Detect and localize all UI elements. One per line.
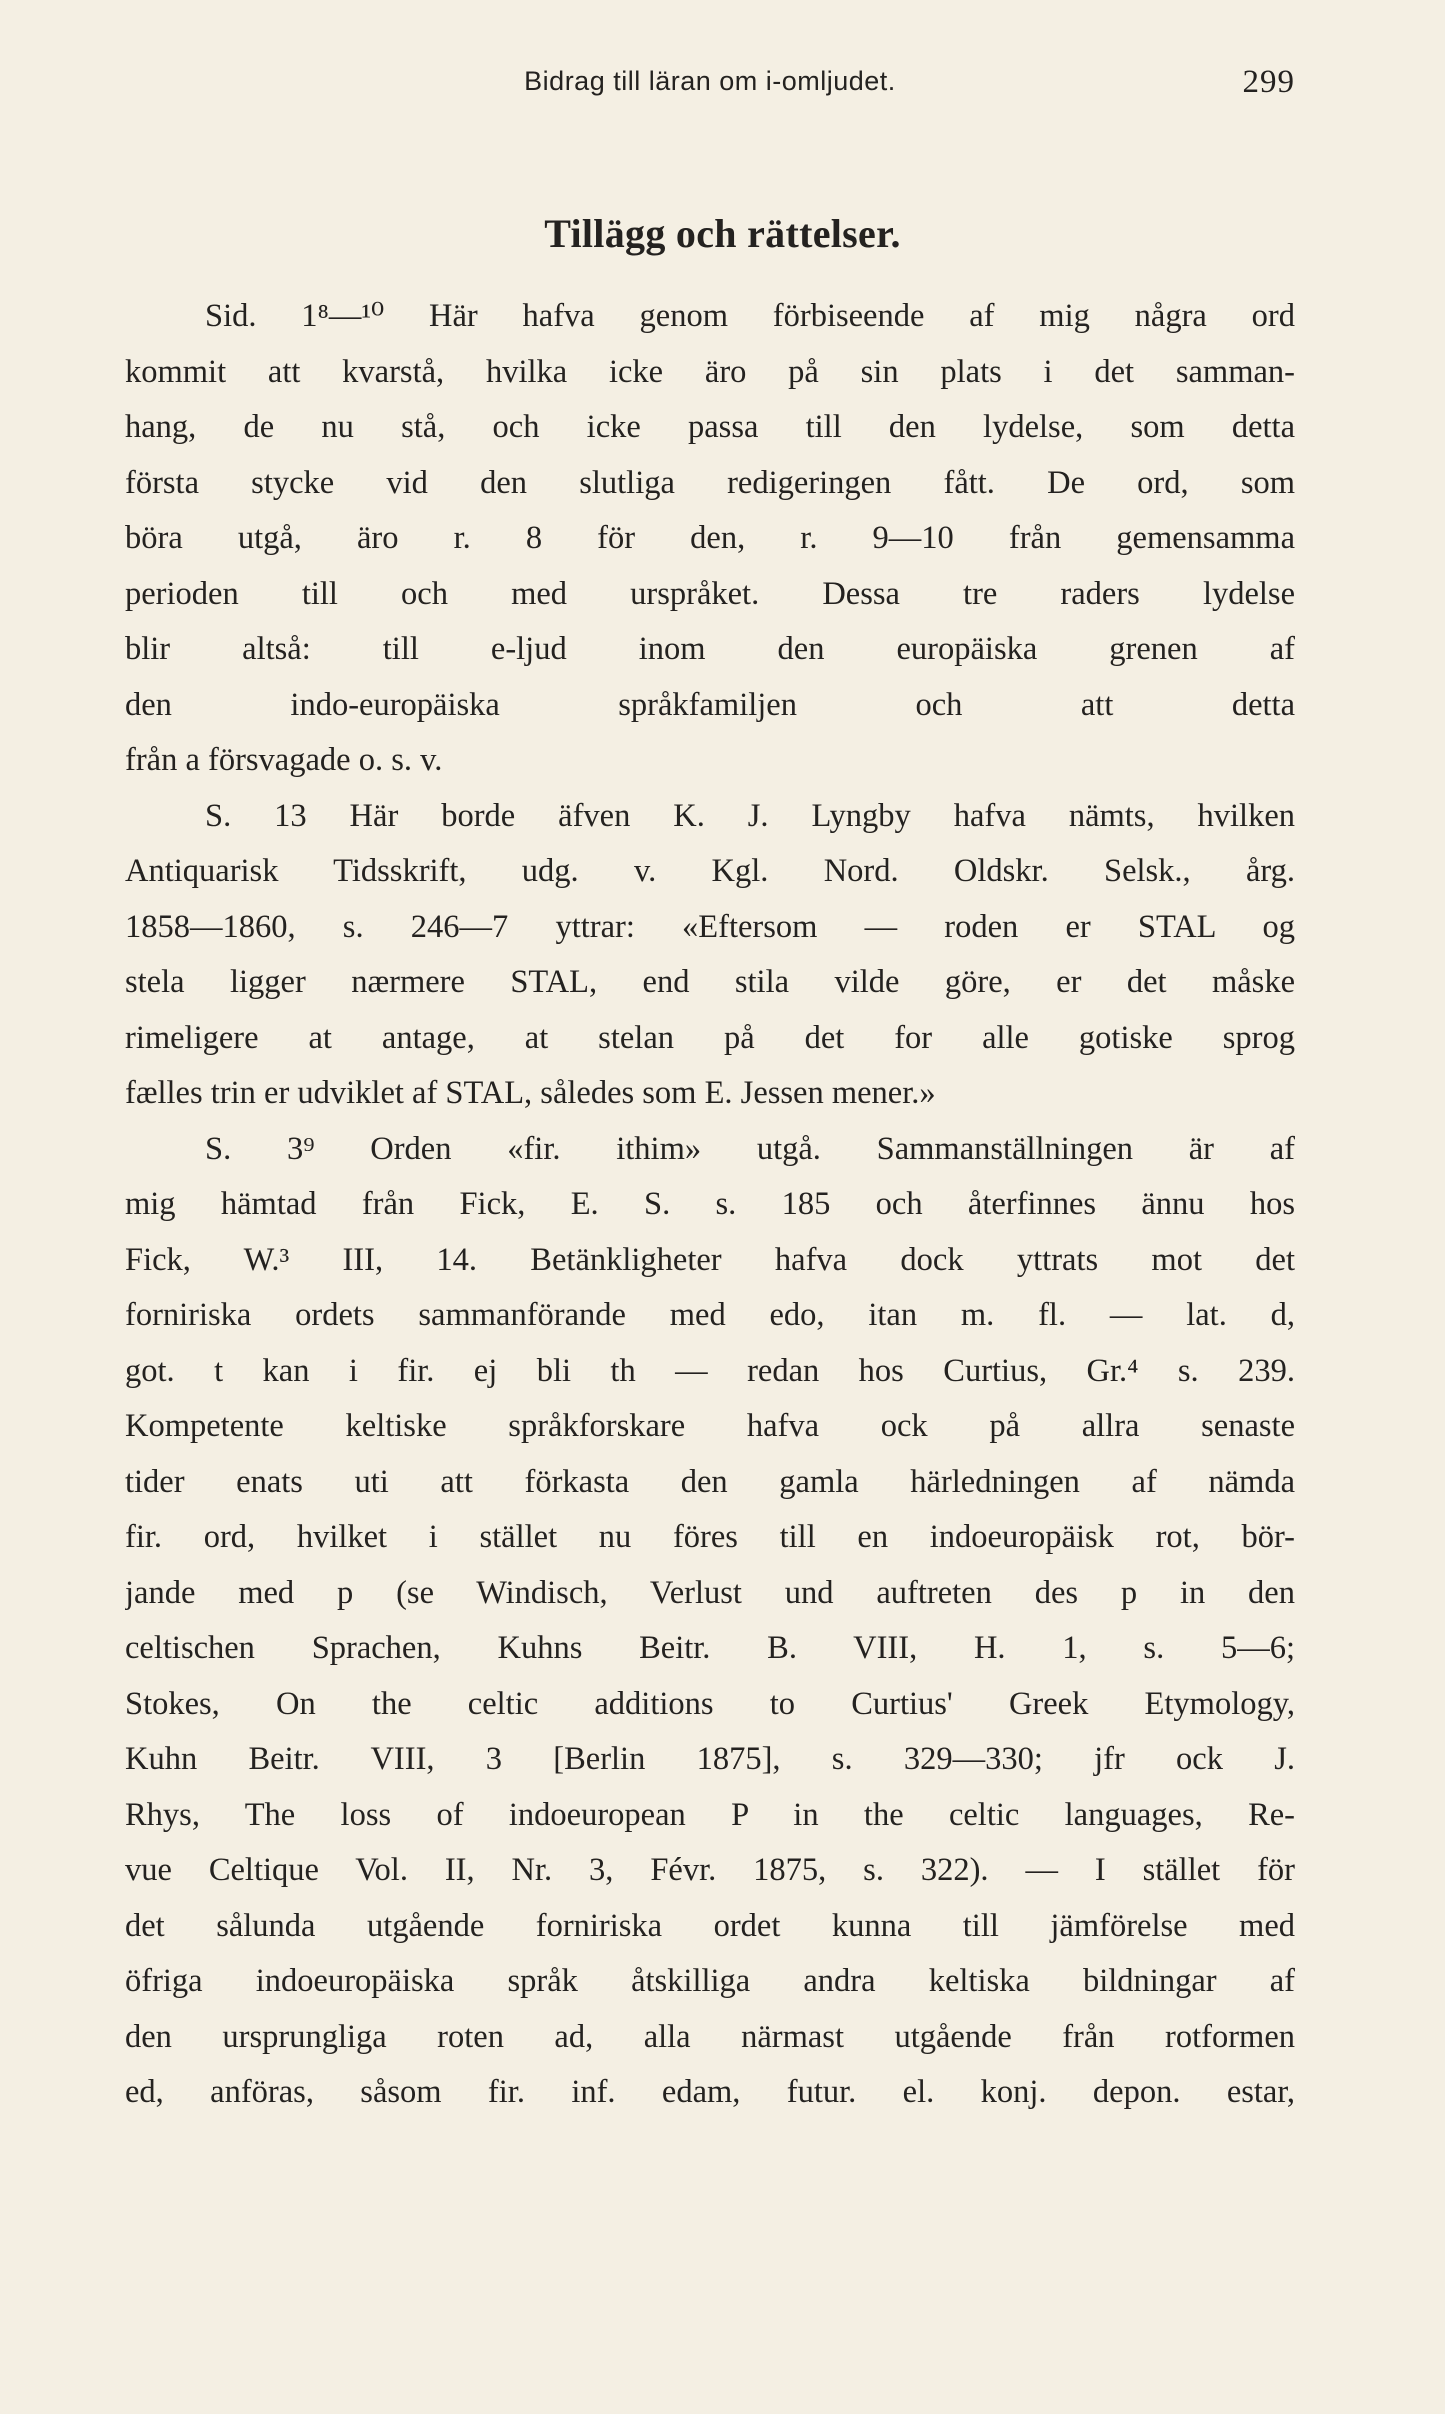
text-line: Fick, W.³ III, 14. Betänkligheter hafva dock yttrats mot det — [125, 1241, 1295, 1278]
text-line: fir. ord, hvilket i stället nu föres till en indoeuropäisk rot, bör- — [125, 1519, 1295, 1555]
text-line: S. 3⁹ Orden «fir. ithim» utgå. Sammanställningen är af — [205, 1130, 1295, 1167]
text-line: Kompetente keltiske språkforskare hafva ock på allra senaste — [125, 1408, 1295, 1444]
text-line: från a försvagade o. s. v. — [125, 742, 443, 778]
running-head — [125, 66, 1295, 116]
text-line: första stycke vid den slutliga redigeringen fått. De ord, som — [125, 464, 1295, 501]
text-line: hang, de nu stå, och icke passa till den lydelse, som detta — [125, 409, 1295, 445]
text-line: öfriga indoeuropäiska språk åtskilliga andra keltiska bildningar af — [125, 1963, 1295, 1999]
text-line: blir altså: till e-ljud inom den europäiska grenen af — [125, 631, 1295, 667]
text-line: S. 13 Här borde äfven K. J. Lyngby hafva nämts, hvilken — [205, 797, 1295, 834]
text-line: perioden till och med urspråket. Dessa tre raders lydelse — [125, 575, 1295, 612]
running-head-title: Bidrag till läran om i-omljudet. — [524, 66, 896, 96]
text-line: forniriska ordets sammanförande med edo, itan m. fl. — lat. d, — [125, 1297, 1295, 1333]
text-line: Sid. 1⁸—¹⁰ Här hafva genom förbiseende af mig några ord — [205, 298, 1295, 334]
section-heading: Tillägg och rättelser. — [544, 211, 901, 256]
text-line: celtischen Sprachen, Kuhns Beitr. B. VIII, H. 1, s. 5—6; — [125, 1630, 1295, 1666]
text-line: 1858—1860, s. 246—7 yttrar: «Eftersom — roden er STAL og — [125, 908, 1295, 945]
text-line: Stokes, On the celtic additions to Curtius' Greek Etymology, — [125, 1685, 1295, 1722]
text-line: ed, anföras, såsom fir. inf. edam, futur. el. konj. depon. estar, — [125, 2074, 1295, 2110]
page-number: 299 — [1242, 64, 1295, 100]
text-line: det sålunda utgående forniriska ordet kunna till jämförelse med — [125, 1907, 1295, 1944]
text-line: got. t kan i fir. ej bli th — redan hos Curtius, Gr.⁴ s. 239. — [125, 1352, 1295, 1389]
text-line: kommit att kvarstå, hvilka icke äro på sin plats i det samman- — [125, 353, 1295, 390]
text-line: stela ligger nærmere STAL, end stila vilde göre, er det måske — [125, 964, 1295, 1000]
text-line: vue Celtique Vol. II, Nr. 3, Févr. 1875, s. 322). — I stället för — [125, 1852, 1295, 1888]
text-line: Antiquarisk Tidsskrift, udg. v. Kgl. Nord. Oldskr. Selsk., årg. — [125, 853, 1295, 889]
text-line: böra utgå, äro r. 8 för den, r. 9—10 från gemensamma — [125, 520, 1295, 556]
text-line: Rhys, The loss of indoeuropean P in the celtic languages, Re- — [125, 1796, 1295, 1833]
text-line: Kuhn Beitr. VIII, 3 [Berlin 1875], s. 329—330; jfr ock J. — [125, 1741, 1295, 1777]
text-line: den ursprungliga roten ad, alla närmast utgående från rotformen — [125, 2018, 1295, 2055]
text-line: tider enats uti att förkasta den gamla härledningen af nämda — [125, 1463, 1295, 1500]
text-line: mig hämtad från Fick, E. S. s. 185 och återfinnes ännu hos — [125, 1186, 1295, 1222]
text-line: den indo-europäiska språkfamiljen och att detta — [125, 686, 1295, 723]
text-line: jande med p (se Windisch, Verlust und auftreten des p in den — [125, 1574, 1295, 1611]
text-line: fælles trin er udviklet af STAL, således som E. Jessen mener.» — [125, 1075, 936, 1111]
body-text — [125, 289, 1295, 2121]
text-line: rimeligere at antage, at stelan på det for alle gotiske sprog — [125, 1019, 1295, 1056]
